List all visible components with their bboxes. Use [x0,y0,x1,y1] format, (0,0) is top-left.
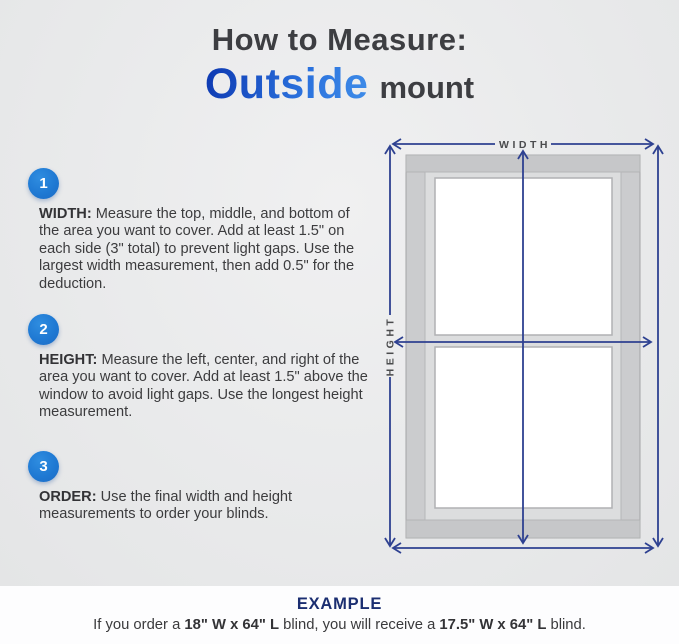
step-1-badge: 1 [28,168,59,199]
window-measurement-diagram [375,125,675,585]
step-2-lead: HEIGHT: [39,352,98,368]
step-1-text: WIDTH: Measure the top, middle, and bottom of the area you want to cover. Add at least 1.5" on each side (3" total) to prevent light gaps. Use the largest width measurement, then add 0.5" for the deduction. [39,206,355,292]
title-highlight: Outside [204,59,369,108]
step-3-badge: 3 [28,451,59,482]
step-width [28,168,373,293]
example-section [0,586,679,644]
step-2-text: HEIGHT: Measure the left, center, and right of the area you want to cover. Add at least 1.5" above the window to avoid light gaps. Use the longest height measurement. [39,352,368,421]
example-heading: EXAMPLE [296,595,383,613]
instruction-steps [28,0,378,586]
step-height [28,314,373,422]
width-dimension-label: WIDTH [499,139,551,151]
step-order [28,451,373,524]
step-2-badge: 2 [28,314,59,345]
height-dimension-label: HEIGHT [384,315,397,377]
step-1-lead: WIDTH: [39,206,92,222]
title-suffix: mount [379,69,475,105]
example-receive-size: 17.5" W x 64" L [439,617,547,633]
example-text: If you order a 18" W x 64" L blind, you will receive a 17.5" W x 64" L blind. [93,617,586,633]
right-height-arrow [653,146,663,546]
step-3-text: ORDER: Use the final width and height measurements to order your blinds. [39,489,293,523]
example-order-size: 18" W x 64" L [184,617,280,633]
step-3-lead: ORDER: [39,489,97,505]
title-line1: How to Measure: [211,22,468,57]
